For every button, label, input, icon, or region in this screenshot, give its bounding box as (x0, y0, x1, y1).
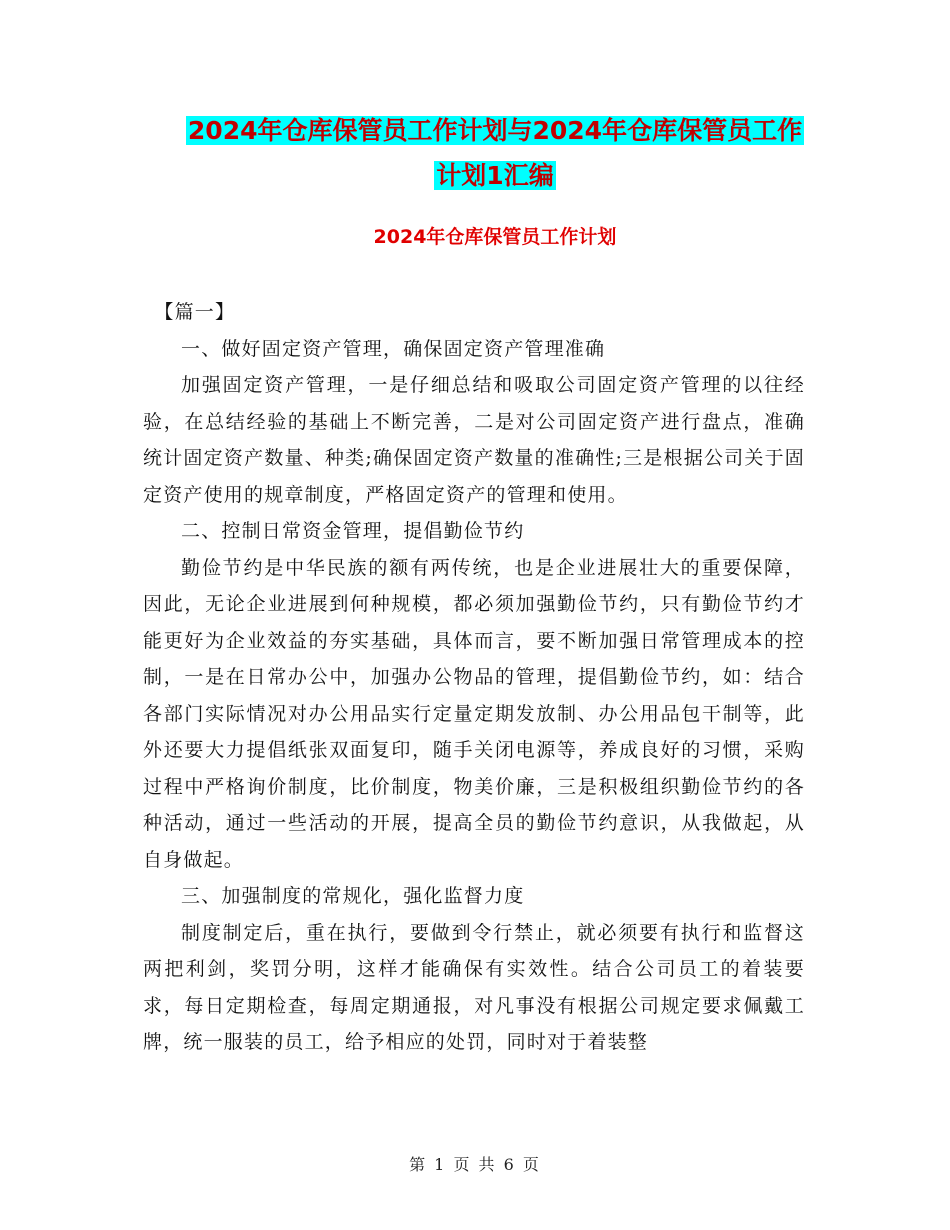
part-label: 【篇一】 (154, 301, 236, 323)
paragraph-3: 制度制定后，重在执行，要做到令行禁止，就必须要有执行和监督这两把利剑，奖罚分明，这样才能确保有实效性。结合公司员工的着装要求，每日定期检查，每周定期通报，对凡事没有根据公司规定要求佩戴工牌，统一服装的员工，给予相应的处罚，同时对于着装整 (143, 921, 805, 1053)
heading-2: 二、控制日常资金管理，提倡勤俭节约 (181, 520, 525, 542)
document-title-line-2 (140, 153, 850, 198)
document-title-line-1 (140, 108, 850, 153)
heading-1: 一、做好固定资产管理，确保固定资产管理准确 (181, 337, 606, 360)
page-footer: 第 1 页 共 6 页 (409, 1155, 541, 1174)
title-highlight-1: 2024年仓库保管员工作计划与2024年仓库保管员工作 (187, 116, 803, 145)
paragraph-1: 加强固定资产管理，一是仔细总结和吸取公司固定资产管理的以往经验，在总结经验的基础上不断完善，二是对公司固定资产进行盘点，准确统计固定资产数量、种类;确保固定资产数量的准确性;三是根据公司关于固定资产使用的规章制度，严格固定资产的管理和使用。 (143, 374, 805, 506)
paragraph-2: 勤俭节约是中华民族的额有两传统，也是企业进展壮大的重要保障，因此，无论企业进展到何种规模，都必须加强勤俭节约，只有勤俭节约才能更好为企业效益的夯实基础，具体而言，要不断加强日常管理成本的控制，一是在日常办公中，加强办公物品的管理，提倡勤俭节约，如：结合各部门实际情况对办公用品实行定量定期发放制、办公用品包干制等，此外还要大力提倡纸张双面复印，随手关闭电源等，养成良好的习惯，采购过程中严格询价制度，比价制度，物美价廉，三是积极组织勤俭节约的各种活动，通过一些活动的开展，提高全员的勤俭节约意识，从我做起，从自身做起。 (143, 556, 805, 871)
title-highlight-2: 计划1汇编 (436, 161, 554, 190)
document-body (143, 294, 805, 1061)
section-title: 2024年仓库保管员工作计划 (373, 226, 617, 248)
heading-3: 三、加强制度的常规化，强化监督力度 (181, 885, 525, 907)
